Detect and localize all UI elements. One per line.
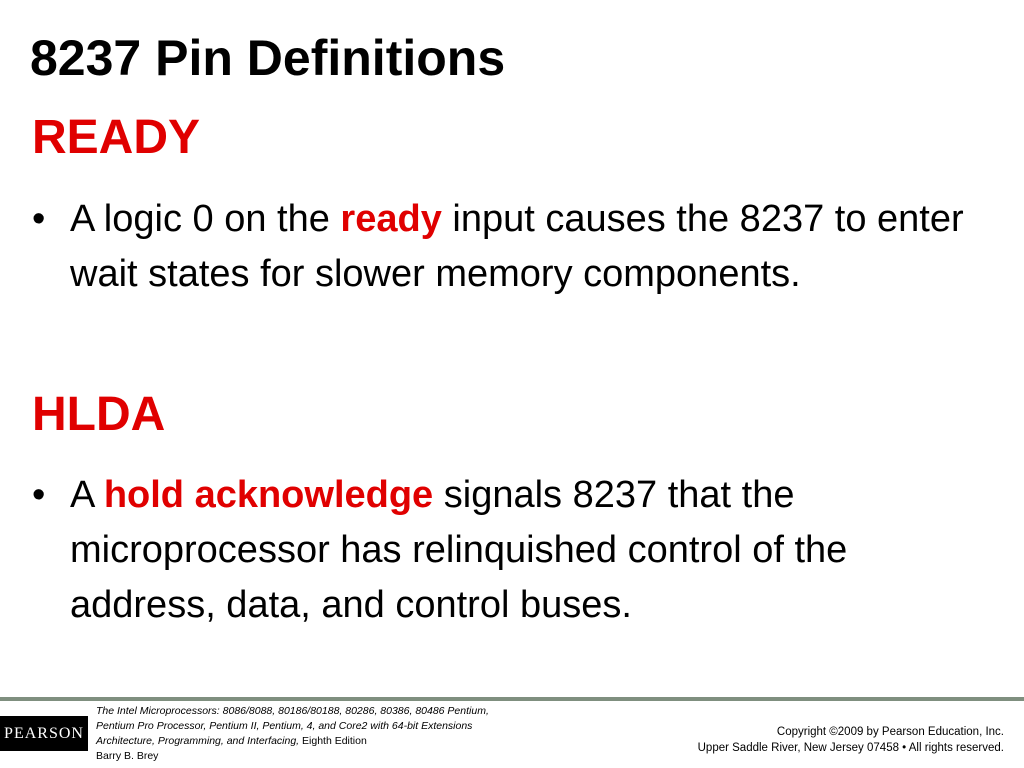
bullet-marker: • — [32, 474, 46, 516]
copyright-line-1: Copyright ©2009 by Pearson Education, Inc. — [776, 726, 1004, 738]
book-line-3 — [96, 734, 576, 749]
bullet-text — [70, 192, 992, 302]
book-citation — [96, 704, 576, 764]
bullet-text — [70, 468, 992, 633]
bullet-text-pre: A — [70, 474, 104, 516]
book-author: Barry B. Brey — [96, 750, 159, 762]
copyright-line-2: Upper Saddle River, New Jersey 07458 • All rights reserved. — [697, 742, 1004, 754]
book-line-1 — [96, 704, 576, 719]
book-line-3-italic: Architecture, Programming, and Interfacing, — [96, 735, 300, 747]
bullet-hlda — [32, 468, 992, 633]
book-subtitle: 8086/8088, 80186/80188, 80286, 80386, 80486 Pentium, — [219, 705, 489, 717]
bullet-text-pre: A logic 0 on the — [70, 198, 341, 240]
bullet-ready — [32, 192, 992, 302]
book-title: The Intel Microprocessors: — [96, 705, 220, 717]
section-heading-hlda: HLDA — [32, 388, 166, 441]
pearson-logo: PEARSON — [0, 716, 88, 751]
section-heading-ready: READY — [32, 111, 201, 164]
footer-divider — [0, 697, 1024, 701]
book-edition: Eighth Edition — [299, 735, 367, 747]
bullet-text-post: signals 8237 that the microprocessor has relinquished control of the address, data, and control buses. — [70, 474, 848, 626]
copyright-notice — [698, 724, 1004, 756]
keyword-ready: ready — [340, 198, 442, 240]
keyword-hold-acknowledge: hold acknowledge — [103, 474, 434, 516]
bullet-marker: • — [32, 198, 46, 240]
book-line-2: Pentium Pro Processor, Pentium II, Pentium, 4, and Core2 with 64-bit Extensions — [96, 720, 473, 732]
slide-title: 8237 Pin Definitions — [30, 30, 506, 86]
bullet-text-post: input causes the 8237 to enter wait states for slower memory components. — [70, 198, 964, 295]
